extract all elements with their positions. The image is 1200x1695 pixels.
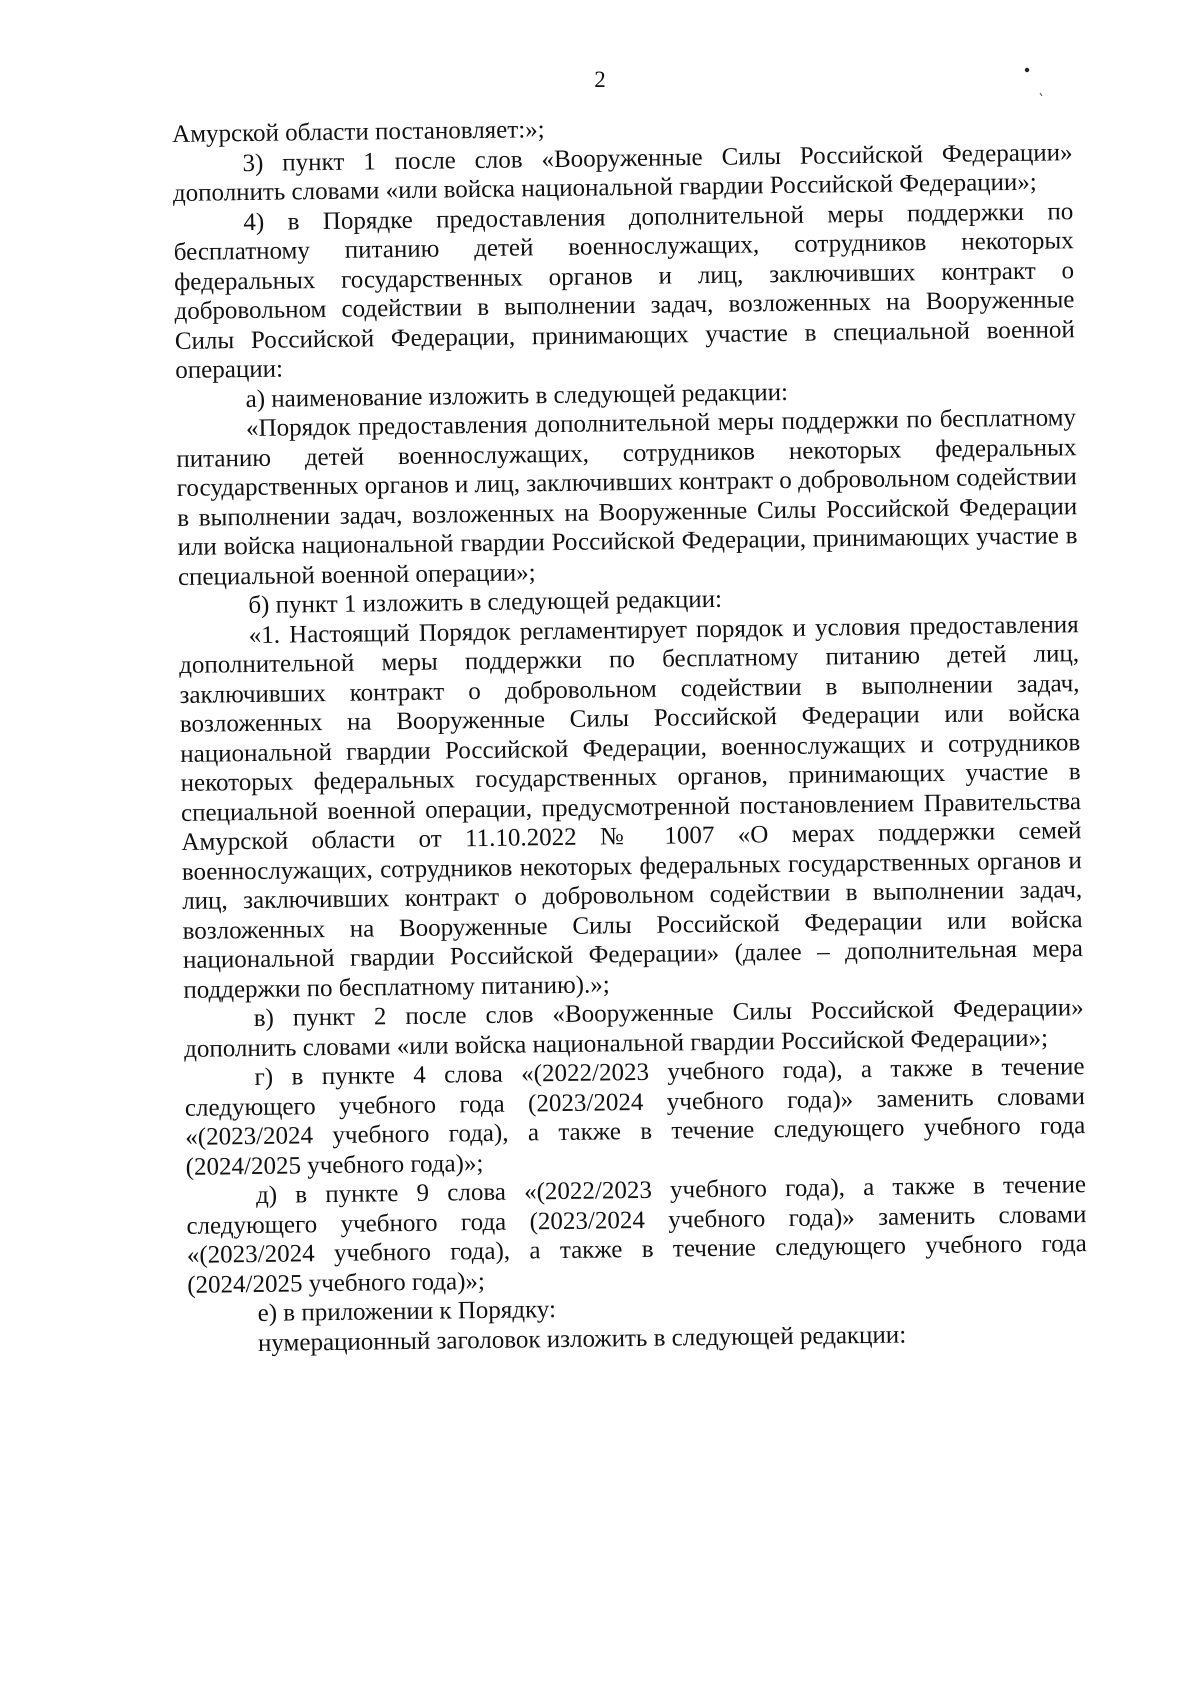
paragraph-7: «1. Настоящий Порядок регламентирует порядок и условия предоставления дополнительной меры поддержки по бесплатному питанию детей лиц, заключивших контракт о добровольном содействии в выполнении задач, возложенных на Вооруженные Силы Российской Федерации или войска национальной гвардии Российской Федерации, военнослужащих и сотрудников некоторых федеральных государственных органов, принимающих участие в специальной военной операции, предусмотренной постановлением Правительства Амурской области от 11.10.2022 № 1007 «О мерах поддержки семей военнослужащих, сотрудников некоторых федеральных государственных органов и лиц, заключивших контракт о добровольном содействии в выполнении задач, возложенных на Вооруженные Силы Российской Федерации или войска национальной гвардии Российской Федерации» (далее – дополнительная мера поддержки по бесплатному питанию).»; (178, 610, 1084, 1004)
document-body (172, 108, 1088, 1359)
paragraph-1: Амурской области постановляет:»; (172, 116, 545, 148)
paragraph-4: а) наименование изложить в следующей редакции: (245, 378, 789, 413)
paragraph-5: «Порядок предоставления дополнительной меры поддержки по бесплатному питанию детей военнослужащих, сотрудников некоторых федеральных государственных органов и лиц, заключивших контракт о добровольном содействии в выполнении задач, возложенных на Вооруженные Силы Российской Федерации или войска национальной гвардии Российской Федерации, принимающих участие в специальной военной операции»; (176, 404, 1078, 591)
paragraph-3: 4) в Порядке предоставления дополнительной меры поддержки по бесплатному питанию детей военнослужащих, сотрудников некоторых федеральных государственных органов и лиц, заключивших контракт о добровольном содействии в выполнении задач, возложенных на Вооруженные Силы Российской Федерации, принимающих участие в специальной военной операции: (173, 197, 1075, 384)
page-number: 2 (594, 67, 606, 92)
paragraph-8: в) пункт 2 после слов «Вооруженные Силы Российской Федерации» дополнить словами «или войска национальной гвардии Российской Федерации»; (183, 994, 1084, 1063)
paragraph-10: д) в пункте 9 слова «(2022/2023 учебного года), а также в течение следующего учебного года (2023/2024 учебного года)» заменить словами «(2023/2024 учебного года), а также в течение следующего учебного года (2024/2025 учебного года)»; (186, 1171, 1087, 1299)
paragraph-12: нумерационный заголовок изложить в следующей редакции: (257, 1320, 907, 1357)
paragraph-11: е) в приложении к Порядку: (257, 1296, 557, 1327)
paragraph-6: б) пункт 1 изложить в следующей редакции: (248, 585, 723, 620)
paragraph-9: г) в пункте 4 слова «(2022/2023 учебного года), а также в течение следующего учебного года (2023/2024 учебного года)» заменить словами «(2023/2024 учебного года), а также в течение следующего учебного года (2024/2025 учебного года)»; (184, 1053, 1086, 1181)
paragraph-2: 3) пункт 1 после слов «Вооруженные Силы Российской Федерации» дополнить словами «или войска национальной гвардии Российской Федерации»; (172, 138, 1073, 207)
